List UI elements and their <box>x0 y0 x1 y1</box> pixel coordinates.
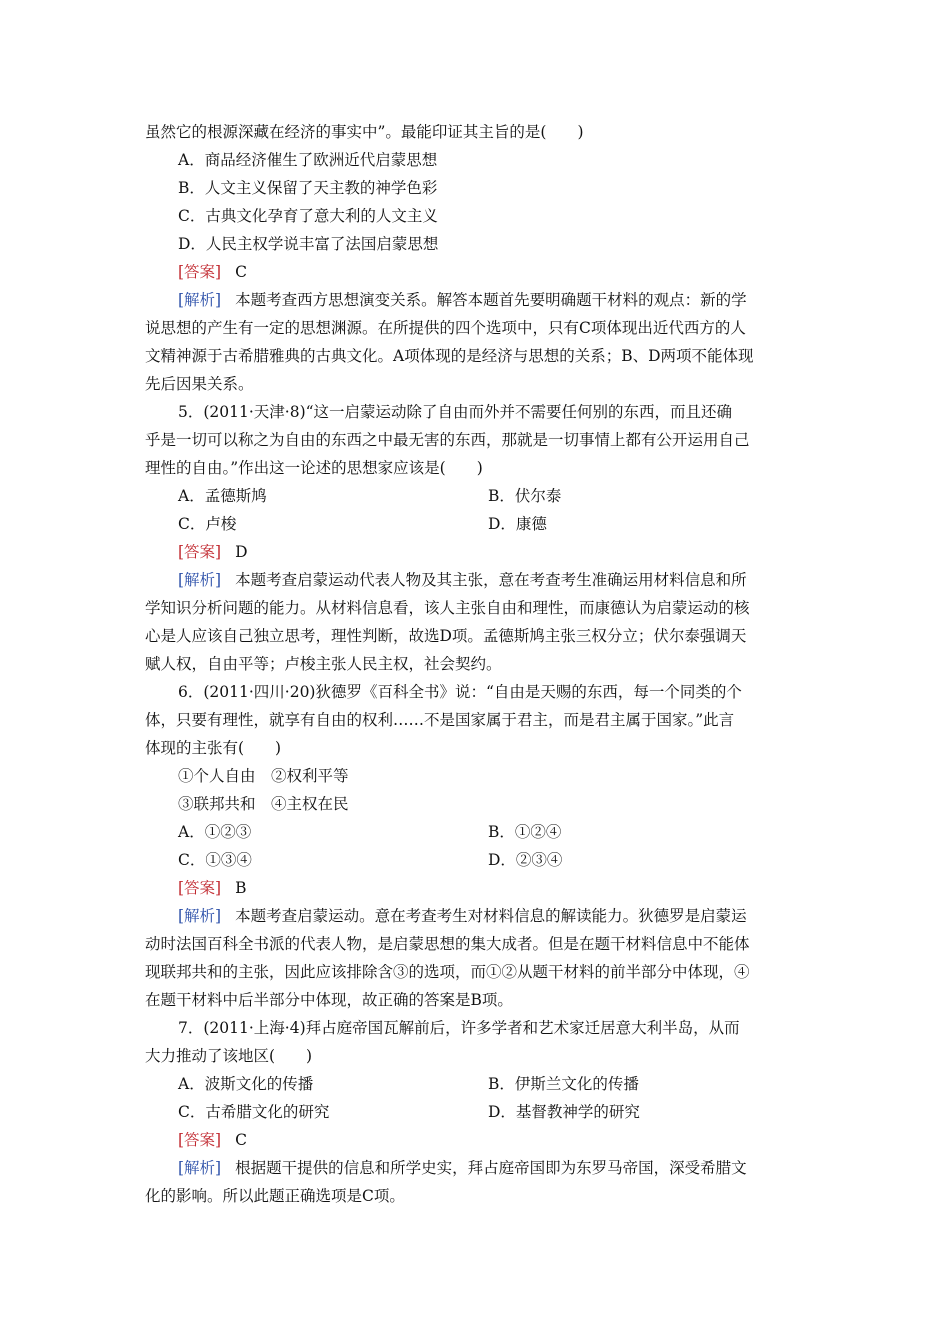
option-row <box>145 1098 805 1126</box>
analysis-line: 现联邦共和的主张，因此应该排除含③的选项，而①②从题干材料的前半部分中体现，④ <box>145 963 750 981</box>
statement-items: ③联邦共和 ④主权在民 <box>178 795 349 813</box>
analysis-text: 本题考查启蒙运动。意在考查考生对材料信息的解读能力。狄德罗是启蒙运 <box>235 907 747 925</box>
option-b: B．伊斯兰文化的传播 <box>488 1075 639 1093</box>
answer-tag: [答案] <box>178 1131 222 1149</box>
statement-items: ①个人自由 ②权利平等 <box>178 767 349 785</box>
analysis-line: 赋人权，自由平等；卢梭主张人民主权，社会契约。 <box>145 655 502 673</box>
answer-value: D <box>235 543 248 561</box>
question-stem-line: 5．(2011·天津·8)“这一启蒙运动除了自由而外并不需要任何别的东西，而且还确 <box>178 403 733 421</box>
analysis-line: 在题干材料中后半部分中体现，故正确的答案是B项。 <box>145 991 513 1009</box>
option-d: D．人民主权学说丰富了法国启蒙思想 <box>178 235 439 253</box>
option-d: D．②③④ <box>488 851 563 869</box>
option-c: C．古典文化孕育了意大利的人文主义 <box>178 207 438 225</box>
option-b: B．伏尔泰 <box>488 487 562 505</box>
analysis-line: 学知识分析问题的能力。从材料信息看，该人主张自由和理性，而康德认为启蒙运动的核 <box>145 599 750 617</box>
analysis-tag: [解析] <box>178 571 222 589</box>
option-d: D．康德 <box>488 515 547 533</box>
analysis-line: 化的影响。所以此题正确选项是C项。 <box>145 1187 405 1205</box>
option-row <box>145 1070 805 1098</box>
analysis-tag: [解析] <box>178 291 222 309</box>
analysis-text: 根据题干提供的信息和所学史实，拜占庭帝国即为东罗马帝国，深受希腊文 <box>235 1159 747 1177</box>
option-row <box>145 818 805 846</box>
analysis-line: 说思想的产生有一定的思想渊源。在所提供的四个选项中，只有C项体现出近代西方的人 <box>145 319 746 337</box>
question-stem-line: 虽然它的根源深藏在经济的事实中”。最能印证其主旨的是( ) <box>145 123 584 141</box>
option-a: A．波斯文化的传播 <box>178 1075 314 1093</box>
analysis-line: 动时法国百科全书派的代表人物，是启蒙思想的集大成者。但是在题干材料信息中不能体 <box>145 935 750 953</box>
answer-tag: [答案] <box>178 879 222 897</box>
option-row <box>145 846 805 874</box>
question-stem-line: 体，只要有理性，就享有自由的权利……不是国家属于君主，而是君主属于国家。”此言 <box>145 711 735 729</box>
analysis-tag: [解析] <box>178 907 222 925</box>
analysis-text: 本题考查西方思想演变关系。解答本题首先要明确题干材料的观点：新的学 <box>235 291 747 309</box>
option-b: B．人文主义保留了天主教的神学色彩 <box>178 179 438 197</box>
question-stem-line: 大力推动了该地区( ) <box>145 1047 313 1065</box>
analysis-tag: [解析] <box>178 1159 222 1177</box>
answer-tag: [答案] <box>178 263 222 281</box>
question-stem-line: 乎是一切可以称之为自由的东西之中最无害的东西，那就是一切事情上都有公开运用自己 <box>145 431 750 449</box>
option-b: B．①②④ <box>488 823 562 841</box>
option-a: A．①②③ <box>178 823 252 841</box>
answer-line <box>145 1126 805 1154</box>
option-row <box>145 482 805 510</box>
answer-line <box>145 538 805 566</box>
analysis-line: 文精神源于古希腊雅典的古典文化。A项体现的是经济与思想的关系；B、D两项不能体现 <box>145 347 754 365</box>
option-a: A．孟德斯鸠 <box>178 487 267 505</box>
question-stem-line: 6．(2011·四川·20)狄德罗《百科全书》说：“自由是天赐的东西，每一个同类的个 <box>178 683 742 701</box>
analysis-line: 先后因果关系。 <box>145 375 254 393</box>
answer-line <box>145 874 805 902</box>
analysis-text: 本题考查启蒙运动代表人物及其主张，意在考查考生准确运用材料信息和所 <box>235 571 747 589</box>
option-d: D．基督教神学的研究 <box>488 1103 640 1121</box>
option-c: C．古希腊文化的研究 <box>178 1103 330 1121</box>
analysis-line: 心是人应该自己独立思考，理性判断，故选D项。孟德斯鸠主张三权分立；伏尔泰强调天 <box>145 627 747 645</box>
analysis-line <box>145 1154 805 1182</box>
question-stem-line: 体现的主张有( ) <box>145 739 282 757</box>
question-stem-line: 7．(2011·上海·4)拜占庭帝国瓦解前后，许多学者和艺术家迁居意大利半岛，从而 <box>178 1019 740 1037</box>
option-row <box>145 510 805 538</box>
option-c: C．①③④ <box>178 851 252 869</box>
option-a: A．商品经济催生了欧洲近代启蒙思想 <box>178 151 438 169</box>
answer-value: C <box>235 263 247 281</box>
document-page <box>145 118 805 1210</box>
question-stem-line: 理性的自由。”作出这一论述的思想家应该是( ) <box>145 459 483 477</box>
analysis-line <box>145 902 805 930</box>
answer-value: C <box>235 1131 247 1149</box>
answer-line <box>145 258 805 286</box>
analysis-line <box>145 566 805 594</box>
answer-tag: [答案] <box>178 543 222 561</box>
option-c: C．卢梭 <box>178 515 237 533</box>
answer-value: B <box>235 879 247 897</box>
analysis-line <box>145 286 805 314</box>
